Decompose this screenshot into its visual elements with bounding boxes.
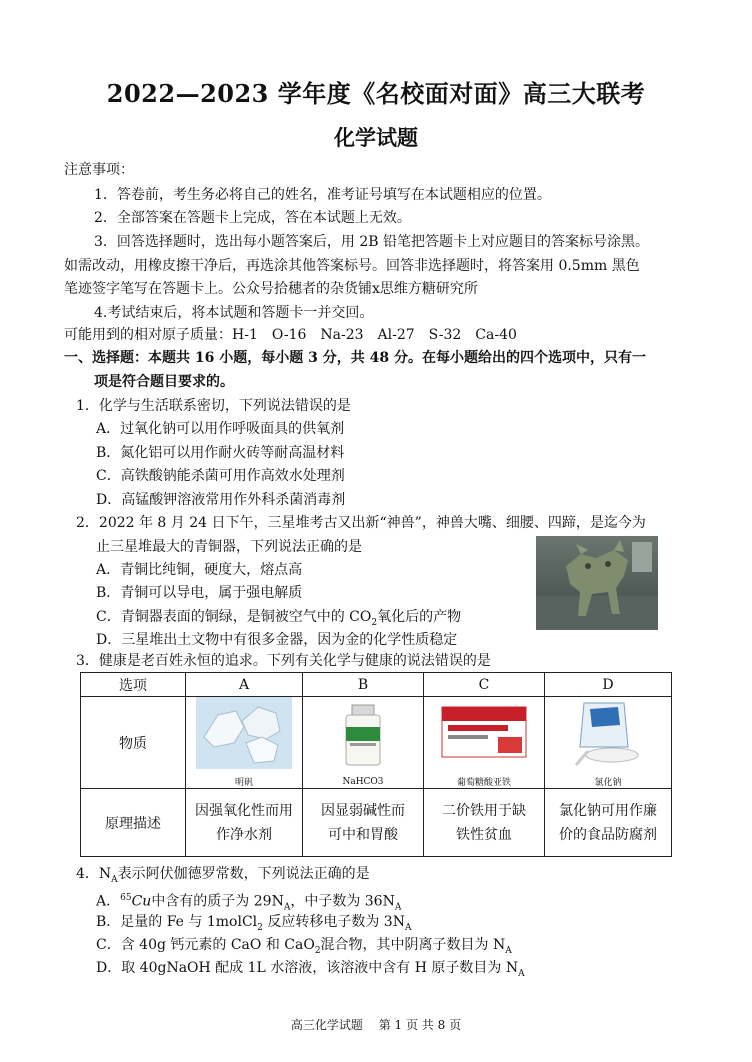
notice-item: 笔迹签字笔写在答题卡上。公众号拾穗者的杂货铺x思维方糖研究所 — [64, 281, 478, 297]
q2-stem-cont: 止三星堆最大的青铜器，下列说法正确的是 — [96, 539, 362, 555]
salt-bag-image — [568, 697, 648, 769]
alum-cell — [186, 697, 303, 789]
page-title: 2022—2023 学年度《名校面对面》高三大联考 — [106, 79, 646, 108]
q4-stem: 4．$N_A$表示阿伏伽德罗常数，下列说法正确的是 — [76, 866, 370, 885]
q1-option-a: A．过氧化钠可以用作呼吸面具的供氧剂 — [96, 421, 345, 437]
notice-item: 2．全部答案在答题卡上完成，答在本试题上无效。 — [94, 210, 411, 226]
caption: NaHCO3 — [342, 776, 384, 787]
table-header-cell: 选项 — [81, 673, 186, 697]
atomic-mass: 可能用到的相对原子质量：H-1 O-16 Na-23 Al-27 S-32 Ca-40 — [64, 327, 517, 343]
bronze-beast-photo — [536, 536, 658, 630]
salt-cell — [545, 697, 672, 789]
q2-option-d: D．三星堆出土文物中有很多金器，因为金的化学性质稳定 — [96, 632, 458, 648]
description-cell: 因显弱碱性而 可中和胃酸 — [303, 789, 424, 857]
q2-stem: 2．2022 年 8 月 24 日下午，三星堆考古又出新“神兽”，神兽大嘴、细腰、四蹄，是迄今为 — [76, 515, 646, 531]
q1-option-c: C．高铁酸钠能杀菌可用作高效水处理剂 — [96, 468, 345, 484]
q4-option-a: A．$^{65}$Cu中含有的质子为 $29N_A$，中子数为 $36N_A$ — [96, 893, 402, 913]
q4-option-c: C．含 40g 钙元素的 CaO 和 CaO$_2$混合物，其中阴离子数目为 $N_A$ — [96, 937, 512, 956]
notice-item: 3．回答选择题时，选出每小题答案后，用 2B 铅笔把答题卡上对应题目的答案标号涂黑。 — [94, 234, 650, 250]
ferrous-gluconate-cell — [424, 697, 545, 789]
caption: 葡萄糖酸亚铁 — [456, 778, 511, 788]
q4-option-d: D．取 40gNaOH 配成 1L 水溶液，该溶液中含有 H 原子数目为 $N_A$ — [96, 960, 525, 979]
page-footer: 高三化学试题 第 1 页 共 8 页 — [290, 1018, 462, 1032]
table-header-cell: A — [186, 673, 303, 697]
row-label: 原理描述 — [81, 789, 186, 857]
table-header-cell: C — [424, 673, 545, 697]
notice-item: 如需改动，用橡皮擦干净后，再选涂其他答案标号。回答非选择题时，将答案用 0.5mm 黑色 — [64, 258, 640, 274]
description-cell: 氯化钠可用作廉 价的食品防腐剂 — [545, 789, 672, 857]
caption: 氯化钠 — [594, 778, 622, 788]
notice-heading: 注意事项： — [64, 162, 134, 178]
section-heading-cont: 项是符合题目要求的。 — [94, 374, 234, 390]
medicine-box-image — [438, 697, 530, 769]
q2-option-a: A．青铜比纯铜，硬度大，熔点高 — [96, 562, 303, 578]
q1-option-d: D．高锰酸钾溶液常用作外科杀菌消毒剂 — [96, 492, 346, 508]
caption: 明矾 — [234, 778, 253, 788]
row-label: 物质 — [81, 697, 186, 789]
nahco3-cell — [303, 697, 424, 789]
page-subtitle: 化学试题 — [334, 125, 418, 150]
description-cell: 二价铁用于缺 铁性贫血 — [424, 789, 545, 857]
q1-option-b: B．氮化铝可以用作耐火砖等耐高温材料 — [96, 445, 345, 461]
q1-stem: 1．化学与生活联系密切，下列说法错误的是 — [76, 398, 351, 414]
table-header-cell: B — [303, 673, 424, 697]
notice-item: 1．答卷前，考生务必将自己的姓名，准考证号填写在本试题相应的位置。 — [94, 187, 551, 203]
notice-item: 4.考试结束后，将本试题和答题卡一并交回。 — [94, 305, 374, 321]
description-cell: 因强氧化性而用 作净水剂 — [186, 789, 303, 857]
q2-option-b: B．青铜可以导电，属于强电解质 — [96, 585, 303, 601]
alum-image — [196, 697, 292, 769]
table-header-cell: D — [545, 673, 672, 697]
q3-stem: 3．健康是老百姓永恒的追求。下列有关化学与健康的说法错误的是 — [76, 653, 491, 669]
q3-table — [80, 672, 672, 857]
q4-option-b: B．足量的 Fe 与 1molCl$_2$ 反应转移电子数为 $3N_A$ — [96, 914, 412, 933]
medicine-bottle-image — [338, 699, 388, 771]
q2-option-c: C．青铜器表面的铜绿，是铜被空气中的 $CO_2$氧化后的产物 — [96, 609, 462, 628]
section-heading: 一、选择题：本题共 16 小题，每小题 3 分，共 48 分。在每小题给出的四个选项中，只有一 — [64, 350, 646, 366]
